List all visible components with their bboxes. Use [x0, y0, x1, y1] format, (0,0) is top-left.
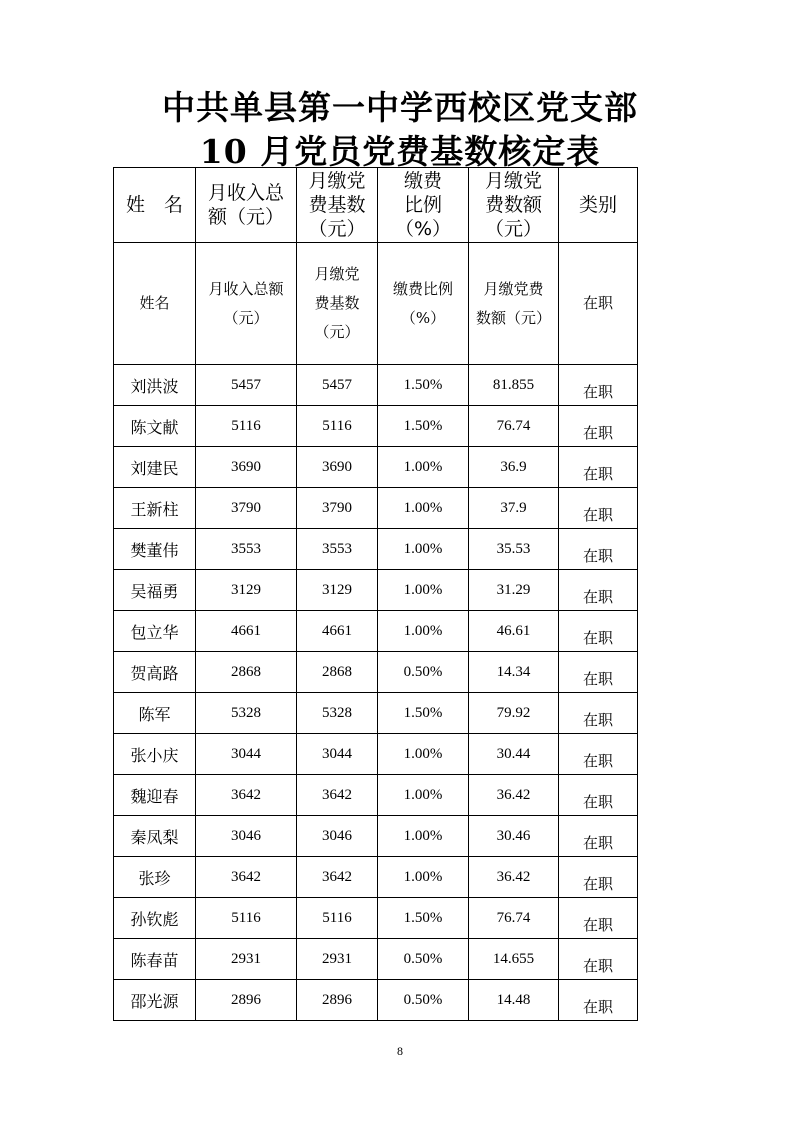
category-text: 在职: [582, 382, 613, 401]
cell-ratio: 1.00%: [378, 857, 469, 898]
cell-base: 3690: [297, 447, 378, 488]
table-row: [114, 365, 638, 406]
cell-amount: 81.855: [469, 365, 559, 406]
cell-base: 3790: [297, 488, 378, 529]
cell-base: 3044: [297, 734, 378, 775]
cell-income: 5457: [196, 365, 297, 406]
title-line-2: 10 月党员党费基数核定表: [199, 132, 601, 171]
cell-income: 2868: [196, 652, 297, 693]
cell-category: [559, 365, 638, 406]
cell-amount: 31.29: [469, 570, 559, 611]
cell-income: 3553: [196, 529, 297, 570]
table-row: [114, 529, 638, 570]
cell-category: [559, 898, 638, 939]
cell-income: 5116: [196, 898, 297, 939]
cell-ratio: 1.50%: [378, 406, 469, 447]
table-row: [114, 693, 638, 734]
header-cell-base-line: （元）: [308, 218, 366, 240]
cell-income: 3642: [196, 775, 297, 816]
subheader-cell-amount: [469, 243, 559, 365]
cell-name: 陈文献: [114, 406, 196, 447]
table-row: [114, 488, 638, 529]
category-text: 在职: [582, 587, 613, 606]
cell-income: 3790: [196, 488, 297, 529]
header-cell-amount-line: 月缴党: [484, 170, 542, 192]
cell-name: 张小庆: [114, 734, 196, 775]
header-cell-ratio-line: （%）: [394, 218, 452, 240]
cell-category: [559, 734, 638, 775]
cell-income: 3690: [196, 447, 297, 488]
header-cell-amount-line: （元）: [484, 218, 542, 240]
cell-base: 2931: [297, 939, 378, 980]
subheader-cell-category-line: 在职: [582, 294, 613, 312]
header-cell-base: [297, 168, 378, 243]
cell-base: 3046: [297, 816, 378, 857]
cell-category: [559, 611, 638, 652]
cell-ratio: 0.50%: [378, 939, 469, 980]
header-cell-category: [559, 168, 638, 243]
cell-category: [559, 857, 638, 898]
cell-income: 3129: [196, 570, 297, 611]
header-cell-amount: [469, 168, 559, 243]
cell-base: 2868: [297, 652, 378, 693]
category-text: 在职: [582, 792, 613, 811]
header-row-primary: [114, 168, 638, 243]
cell-base: 5116: [297, 406, 378, 447]
cell-name: 刘洪波: [114, 365, 196, 406]
cell-name: 秦凤梨: [114, 816, 196, 857]
cell-base: 5457: [297, 365, 378, 406]
cell-name: 邵光源: [114, 980, 196, 1021]
category-text: 在职: [582, 874, 613, 893]
subheader-cell-ratio: [378, 243, 469, 365]
cell-amount: 76.74: [469, 898, 559, 939]
cell-base: 3553: [297, 529, 378, 570]
table-row: [114, 816, 638, 857]
category-text: 在职: [582, 505, 613, 524]
table-row: [114, 611, 638, 652]
cell-income: 5328: [196, 693, 297, 734]
fee-table-body: [114, 168, 638, 1021]
category-text: 在职: [582, 669, 613, 688]
cell-amount: 14.34: [469, 652, 559, 693]
table-row: [114, 652, 638, 693]
category-text: 在职: [582, 997, 613, 1016]
header-cell-base-line: 费基数: [308, 194, 366, 216]
table-row: [114, 570, 638, 611]
cell-base: 5328: [297, 693, 378, 734]
cell-ratio: 1.00%: [378, 529, 469, 570]
header-cell-income-line: 月收入总: [207, 182, 284, 204]
subheader-cell-base-line: （元）: [314, 323, 360, 341]
document-title: [0, 86, 800, 174]
title-line-1: 中共单县第一中学西校区党支部: [162, 88, 638, 127]
cell-base: 2896: [297, 980, 378, 1021]
header-cell-name: [114, 168, 196, 243]
cell-ratio: 1.00%: [378, 570, 469, 611]
cell-category: [559, 652, 638, 693]
header-cell-income: [196, 168, 297, 243]
cell-base: 5116: [297, 898, 378, 939]
cell-name: 樊董伟: [114, 529, 196, 570]
cell-ratio: 1.00%: [378, 611, 469, 652]
subheader-cell-ratio-line: （%）: [400, 308, 446, 327]
cell-amount: 14.48: [469, 980, 559, 1021]
cell-ratio: 0.50%: [378, 980, 469, 1021]
cell-ratio: 1.50%: [378, 365, 469, 406]
cell-name: 张珍: [114, 857, 196, 898]
cell-income: 5116: [196, 406, 297, 447]
cell-category: [559, 570, 638, 611]
cell-amount: 46.61: [469, 611, 559, 652]
cell-name: 包立华: [114, 611, 196, 652]
header-cell-ratio-line: 缴费: [403, 170, 442, 192]
subheader-cell-base-line: 费基数: [314, 294, 360, 312]
subheader-cell-name-line: 姓名: [139, 294, 170, 312]
cell-amount: 36.42: [469, 857, 559, 898]
cell-ratio: 1.00%: [378, 447, 469, 488]
cell-name: 贺高路: [114, 652, 196, 693]
category-text: 在职: [582, 710, 613, 729]
table-row: [114, 980, 638, 1021]
cell-category: [559, 939, 638, 980]
cell-ratio: 1.00%: [378, 775, 469, 816]
table-row: [114, 857, 638, 898]
cell-name: 陈春苗: [114, 939, 196, 980]
category-text: 在职: [582, 423, 613, 442]
header-cell-amount-line: 费数额: [484, 194, 542, 216]
cell-base: 3642: [297, 857, 378, 898]
category-text: 在职: [582, 628, 613, 647]
cell-category: [559, 447, 638, 488]
cell-category: [559, 488, 638, 529]
table-row: [114, 734, 638, 775]
cell-ratio: 1.00%: [378, 816, 469, 857]
cell-ratio: 1.00%: [378, 488, 469, 529]
subheader-cell-category: [559, 243, 638, 365]
subheader-cell-income-line: （元）: [223, 308, 269, 327]
cell-income: 3046: [196, 816, 297, 857]
category-text: 在职: [582, 546, 613, 565]
header-row-secondary: [114, 243, 638, 365]
subheader-cell-amount-line: 月缴党费: [483, 279, 544, 298]
category-text: 在职: [582, 956, 613, 975]
fee-table: [113, 167, 638, 1021]
cell-category: [559, 529, 638, 570]
cell-amount: 35.53: [469, 529, 559, 570]
category-text: 在职: [582, 464, 613, 483]
header-cell-base-line: 月缴党: [308, 170, 366, 192]
cell-amount: 36.9: [469, 447, 559, 488]
subheader-cell-income-line: 月收入总额: [208, 279, 284, 298]
cell-base: 3129: [297, 570, 378, 611]
cell-amount: 30.44: [469, 734, 559, 775]
cell-ratio: 1.50%: [378, 898, 469, 939]
subheader-cell-ratio-line: 缴费比例: [392, 279, 453, 298]
cell-name: 孙钦彪: [114, 898, 196, 939]
header-cell-name-line: 姓 名: [125, 194, 183, 216]
cell-category: [559, 775, 638, 816]
header-cell-ratio: [378, 168, 469, 243]
header-cell-ratio-line: 比例: [403, 194, 442, 216]
cell-base: 4661: [297, 611, 378, 652]
cell-category: [559, 816, 638, 857]
cell-ratio: 0.50%: [378, 652, 469, 693]
cell-amount: 14.655: [469, 939, 559, 980]
category-text: 在职: [582, 915, 613, 934]
header-cell-category-line: 类别: [578, 194, 617, 216]
cell-income: 2896: [196, 980, 297, 1021]
cell-name: 陈军: [114, 693, 196, 734]
subheader-cell-name: [114, 243, 196, 365]
subheader-cell-base-line: 月缴党: [314, 265, 360, 283]
page-number: 8: [397, 1044, 403, 1058]
table-row: [114, 406, 638, 447]
cell-ratio: 1.50%: [378, 693, 469, 734]
cell-income: 4661: [196, 611, 297, 652]
subheader-cell-base: [297, 243, 378, 365]
cell-income: 3044: [196, 734, 297, 775]
cell-amount: 37.9: [469, 488, 559, 529]
cell-base: 3642: [297, 775, 378, 816]
cell-category: [559, 406, 638, 447]
cell-income: 3642: [196, 857, 297, 898]
cell-name: 吴福勇: [114, 570, 196, 611]
table-row: [114, 775, 638, 816]
cell-ratio: 1.00%: [378, 734, 469, 775]
header-cell-income-line: 额（元）: [207, 206, 284, 228]
cell-name: 魏迎春: [114, 775, 196, 816]
table-row: [114, 898, 638, 939]
category-text: 在职: [582, 751, 613, 770]
subheader-cell-amount-line: 数额（元）: [475, 308, 551, 327]
table-row: [114, 939, 638, 980]
cell-amount: 79.92: [469, 693, 559, 734]
cell-amount: 36.42: [469, 775, 559, 816]
cell-income: 2931: [196, 939, 297, 980]
cell-name: 王新柱: [114, 488, 196, 529]
cell-name: 刘建民: [114, 447, 196, 488]
category-text: 在职: [582, 833, 613, 852]
subheader-cell-income: [196, 243, 297, 365]
table-row: [114, 447, 638, 488]
cell-amount: 76.74: [469, 406, 559, 447]
cell-category: [559, 693, 638, 734]
cell-category: [559, 980, 638, 1021]
cell-amount: 30.46: [469, 816, 559, 857]
